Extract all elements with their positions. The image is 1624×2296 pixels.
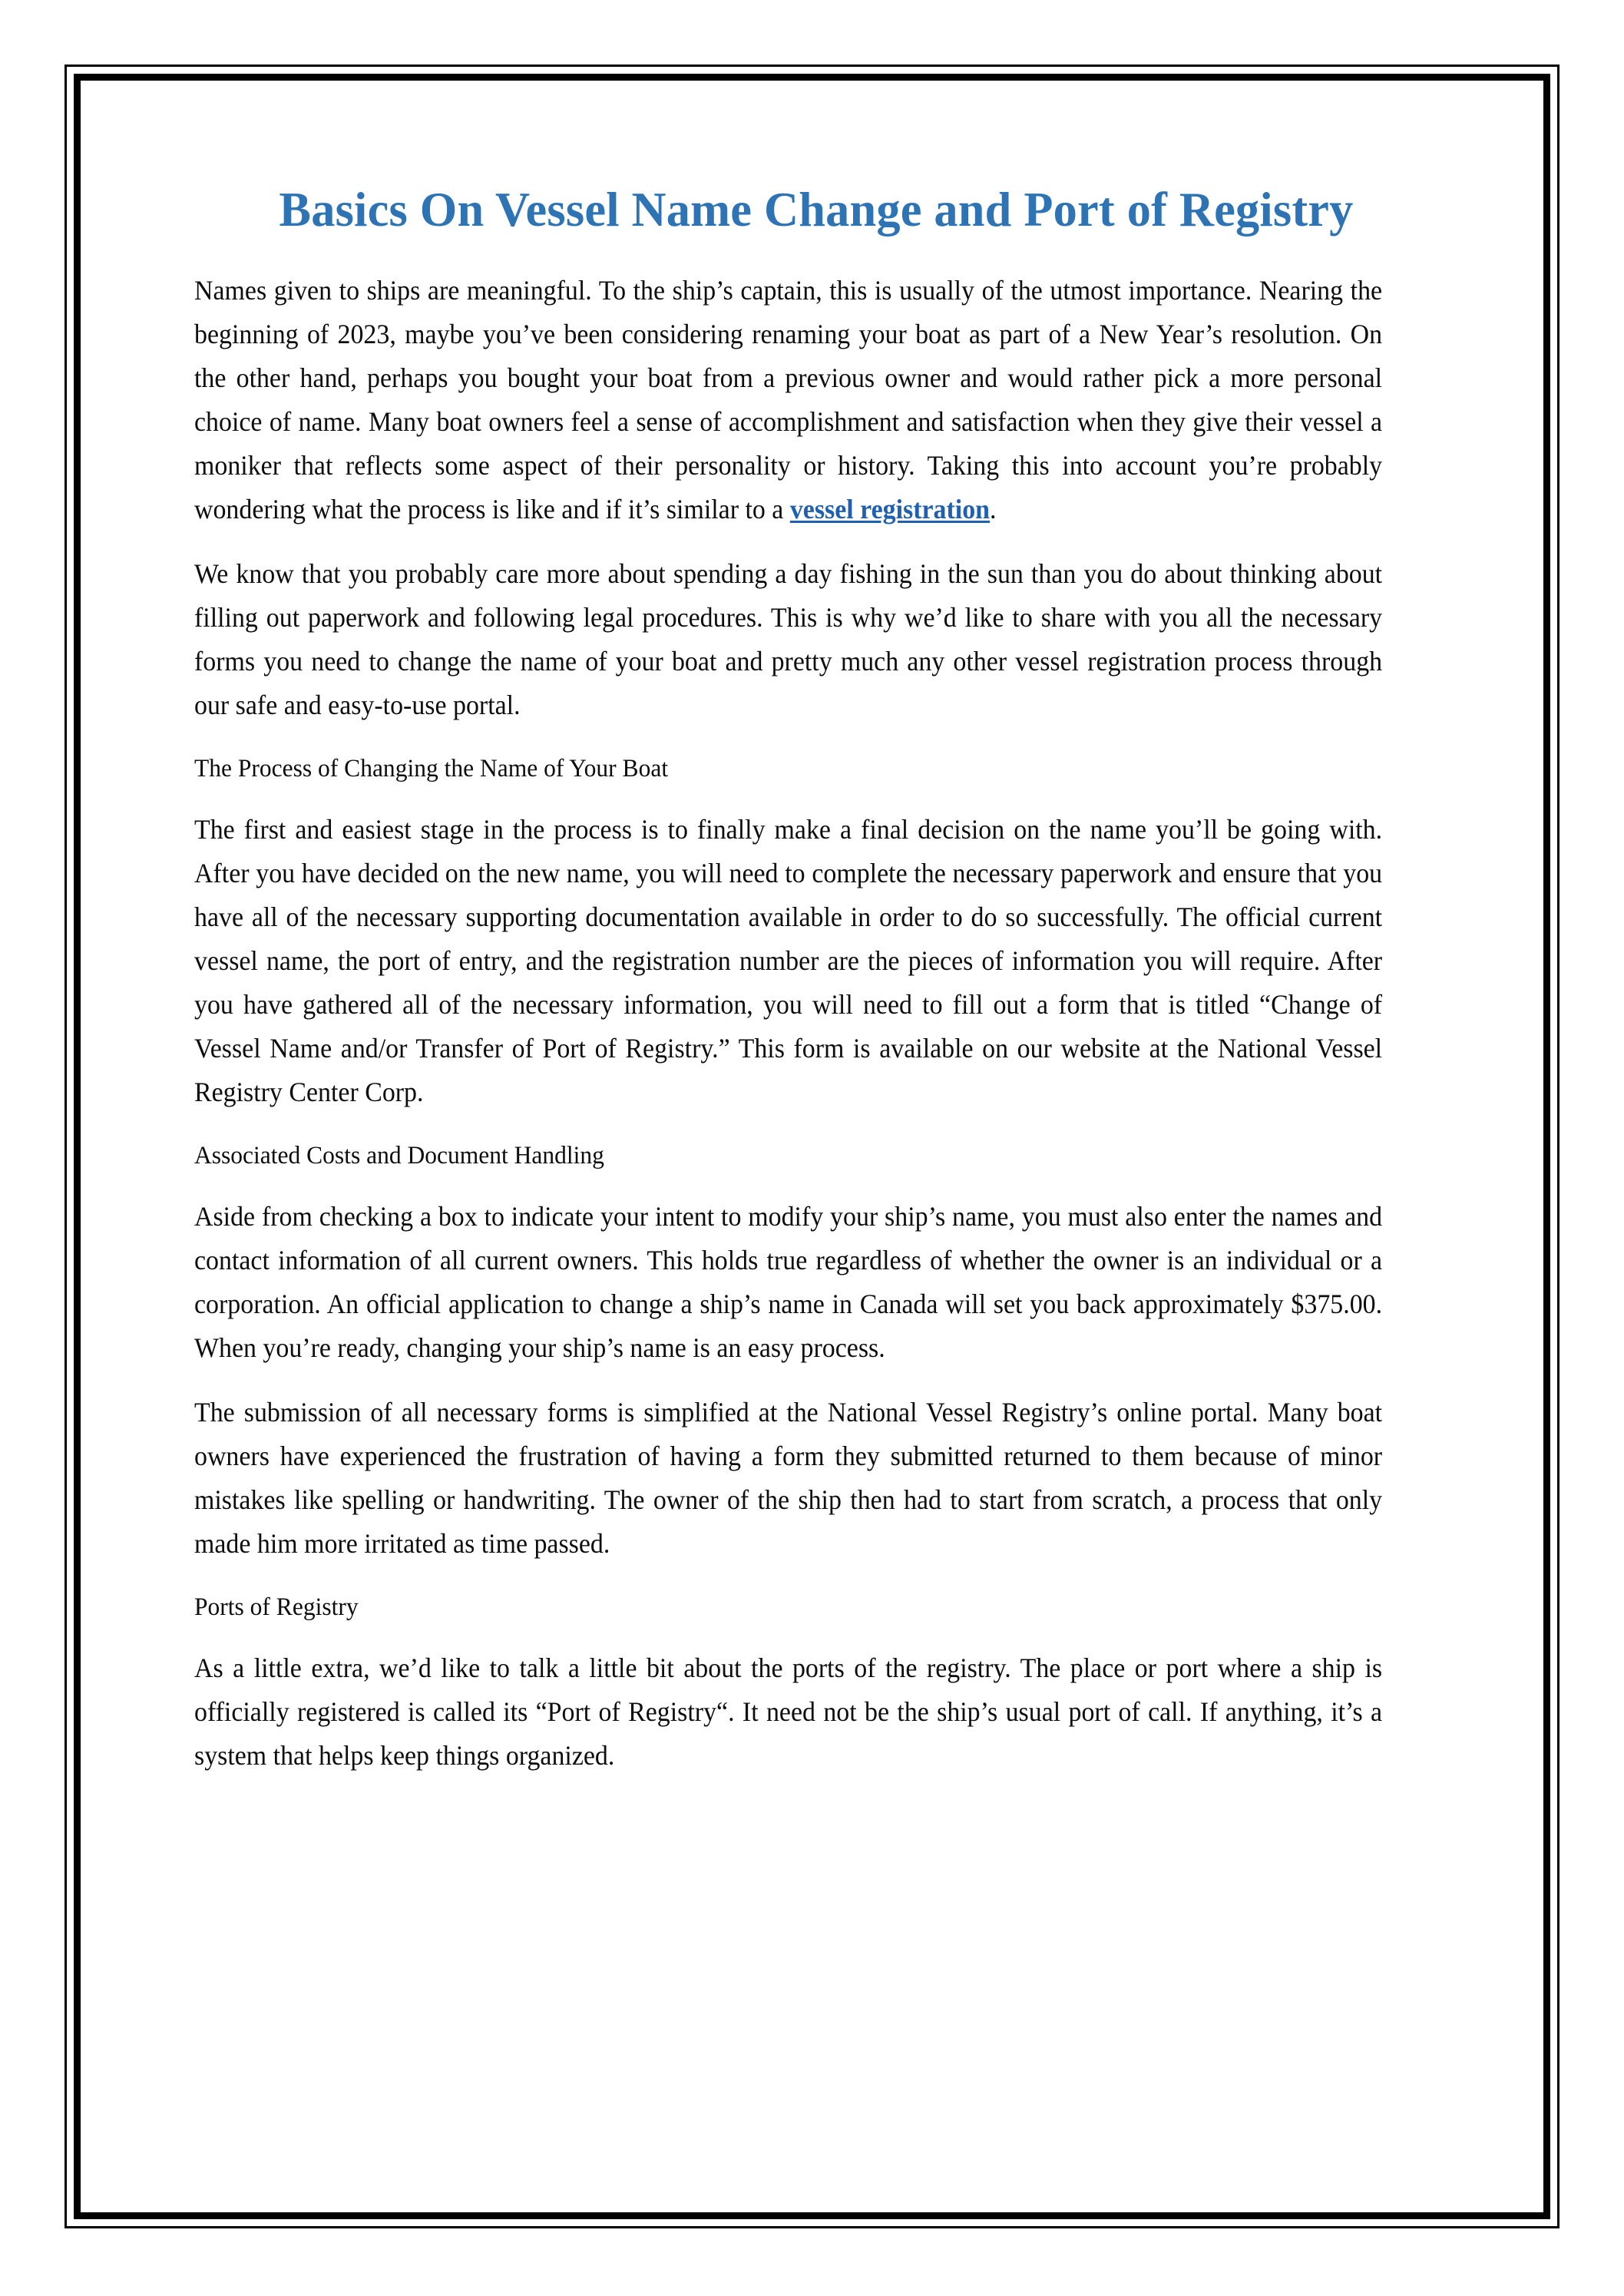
subheading-ports: Ports of Registry	[194, 1593, 359, 1622]
document-content	[194, 181, 1438, 1778]
paragraph-intro-text-after-link: .	[990, 494, 997, 525]
paragraph-costs: Aside from checking a box to indicate your intent to modify your ship’s name, you must also enter the names and contact information of all current owners. This holds true regardless of whether the owner is an individual or a corporation. An official application to change a ship’s name in Canada will set you back approximately $375.00. When you’re ready, changing your ship’s name is an easy process.	[194, 1201, 1383, 1364]
paragraph-intro-text-before-link: Names given to ships are meaningful. To the ship’s captain, this is usually of the utmost importance. Nearing the beginning of 2023, maybe you’ve been considering renaming your boat as part of a New Year’s resolution. On the other hand, perhaps you bought your boat from a previous owner and would rather pick a more personal choice of name. Many boat owners feel a sense of accomplishment and satisfaction when they give their vessel a moniker that reflects some aspect of their personality or history. Taking this into account you’re probably wondering what the process is like and if it’s similar to a	[194, 275, 1383, 525]
page-title	[200, 181, 1432, 238]
paragraph-intro	[194, 269, 1382, 531]
paragraph-submission: The submission of all necessary forms is simplified at the National Vessel Registry’s online portal. Many boat owners have experienced the frustration of having a form they submitted returned to them because of minor mistakes like spelling or handwriting. The owner of the ship then had to start from scratch, a process that only made him more irritated as time passed.	[194, 1397, 1383, 1560]
vessel-registration-link[interactable]: vessel registration	[789, 494, 991, 525]
page-title-line-2: of Registry	[1126, 183, 1354, 237]
subheading-process: The Process of Changing the Name of Your Boat	[194, 755, 669, 783]
page-title-line-1: Basics On Vessel Name Change and Port	[279, 183, 1115, 237]
paragraph-portal: We know that you probably care more about spending a day fishing in the sun than you do about thinking about filling out paperwork and following legal procedures. This is why we’d like to share with you all the necessary forms you need to change the name of your boat and pretty much any other vessel registration process through our safe and easy-to-use portal.	[194, 558, 1383, 721]
paragraph-ports: As a little extra, we’d like to talk a little bit about the ports of the registry. The place or port where a ship is officially registered is called its “Port of Registry“. It need not be the ship’s usual port of call. If anything, it’s a system that helps keep things organized.	[194, 1653, 1383, 1772]
subheading-costs: Associated Costs and Document Handling	[194, 1142, 604, 1170]
paragraph-process-steps: The first and easiest stage in the process is to finally make a final decision on the name you’ll be going with. After you have decided on the new name, you will need to complete the necessary paperwork and ensure that you have all of the necessary supporting documentation available in order to do so successfully. The official current vessel name, the port of entry, and the registration number are the pieces of information you will require. After you have gathered all of the necessary information, you will need to fill out a form that is titled “Change of Vessel Name and/or Transfer of Port of Registry.” This form is available on our website at the National Vessel Registry Center Corp.	[194, 814, 1383, 1108]
